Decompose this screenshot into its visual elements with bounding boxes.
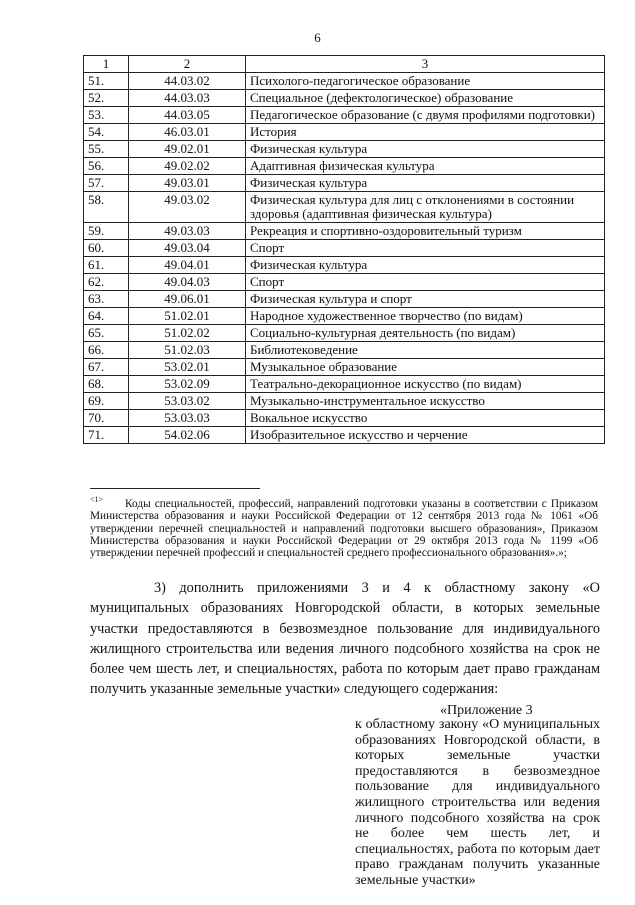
name-cell: Спорт	[246, 240, 605, 257]
code-cell: 46.03.01	[129, 124, 246, 141]
code-cell: 49.04.03	[129, 274, 246, 291]
table-row	[84, 175, 605, 192]
table-row	[84, 158, 605, 175]
row-number-cell: 53.	[84, 107, 129, 124]
table-row	[84, 410, 605, 427]
code-cell: 53.03.03	[129, 410, 246, 427]
row-number-cell: 70.	[84, 410, 129, 427]
name-cell: Народное художественное творчество (по видам)	[246, 308, 605, 325]
footnote	[90, 494, 598, 560]
table-row	[84, 257, 605, 274]
code-cell: 44.03.02	[129, 73, 246, 90]
table-row	[84, 342, 605, 359]
name-cell: Физическая культура для лиц с отклонениями в состоянии здоровья (адаптивная физическая культура)	[246, 192, 605, 223]
name-cell: Театрально-декорационное искусство (по видам)	[246, 376, 605, 393]
row-number-cell: 65.	[84, 325, 129, 342]
name-cell: Музыкальное образование	[246, 359, 605, 376]
footnote-marker: <1>	[90, 495, 104, 504]
table-row	[84, 274, 605, 291]
code-cell: 49.06.01	[129, 291, 246, 308]
row-number-cell: 51.	[84, 73, 129, 90]
code-cell: 49.03.04	[129, 240, 246, 257]
table-row	[84, 393, 605, 410]
table-row	[84, 308, 605, 325]
code-cell: 49.03.02	[129, 192, 246, 223]
row-number-cell: 67.	[84, 359, 129, 376]
row-number-cell: 69.	[84, 393, 129, 410]
name-cell: Музыкально-инструментальное искусство	[246, 393, 605, 410]
table-row	[84, 240, 605, 257]
code-cell: 51.02.03	[129, 342, 246, 359]
row-number-cell: 57.	[84, 175, 129, 192]
code-cell: 53.02.01	[129, 359, 246, 376]
footnote-text: Коды специальностей, профессий, направлений подготовки указаны в соответствии с Приказом Министерства образования и науки Российской Федерации от 12 сентября 2013 года № 1061 «Об утверждении перечней специальностей и направлений подготовки высшего образования», Приказом Министерства образования и науки Российской Федерации от 29 октября 2013 года № 1199 «Об утверждении перечней профессий и специальностей среднего профессионального образования».»;	[90, 497, 598, 560]
name-cell: Физическая культура	[246, 175, 605, 192]
header-cell-1: 1	[84, 56, 129, 73]
code-cell: 51.02.01	[129, 308, 246, 325]
name-cell: Педагогическое образование (с двумя профилями подготовки)	[246, 107, 605, 124]
table-row	[84, 90, 605, 107]
name-cell: Физическая культура и спорт	[246, 291, 605, 308]
code-cell: 54.02.06	[129, 427, 246, 444]
table-row	[84, 73, 605, 90]
row-number-cell: 59.	[84, 223, 129, 240]
code-cell: 49.03.01	[129, 175, 246, 192]
code-cell: 49.02.01	[129, 141, 246, 158]
code-cell: 51.02.02	[129, 325, 246, 342]
table-row	[84, 359, 605, 376]
specialties-table	[83, 55, 605, 444]
appendix-title: «Приложение 3	[440, 703, 533, 718]
name-cell: Психолого-педагогическое образование	[246, 73, 605, 90]
table-row	[84, 107, 605, 124]
code-cell: 44.03.05	[129, 107, 246, 124]
row-number-cell: 52.	[84, 90, 129, 107]
code-cell: 44.03.03	[129, 90, 246, 107]
name-cell: Спорт	[246, 274, 605, 291]
row-number-cell: 62.	[84, 274, 129, 291]
row-number-cell: 58.	[84, 192, 129, 223]
code-cell: 53.02.09	[129, 376, 246, 393]
table-row	[84, 223, 605, 240]
name-cell: Вокальное искусство	[246, 410, 605, 427]
name-cell: Физическая культура	[246, 257, 605, 274]
footnote-divider	[90, 488, 260, 489]
code-cell: 53.03.02	[129, 393, 246, 410]
name-cell: Рекреация и спортивно-оздоровительный туризм	[246, 223, 605, 240]
row-number-cell: 55.	[84, 141, 129, 158]
row-number-cell: 63.	[84, 291, 129, 308]
row-number-cell: 68.	[84, 376, 129, 393]
table-row	[84, 325, 605, 342]
name-cell: История	[246, 124, 605, 141]
table-row	[84, 291, 605, 308]
code-cell: 49.02.02	[129, 158, 246, 175]
row-number-cell: 56.	[84, 158, 129, 175]
row-number-cell: 66.	[84, 342, 129, 359]
row-number-cell: 54.	[84, 124, 129, 141]
header-cell-3: 3	[246, 56, 605, 73]
row-number-cell: 60.	[84, 240, 129, 257]
name-cell: Библиотековедение	[246, 342, 605, 359]
page-number: 6	[314, 30, 321, 45]
table-row	[84, 427, 605, 444]
table-header-row	[84, 56, 605, 73]
table-row	[84, 376, 605, 393]
code-cell: 49.03.03	[129, 223, 246, 240]
amendment-paragraph	[90, 578, 600, 700]
row-number-cell: 61.	[84, 257, 129, 274]
table-row	[84, 124, 605, 141]
name-cell: Физическая культура	[246, 141, 605, 158]
name-cell: Социально-культурная деятельность (по видам)	[246, 325, 605, 342]
appendix-text: к областному закону «О муниципальных образованиях Новгородской области, в которых земельные участки предоставляются в безвозмездное пользование для индивидуального жилищного строительства или ведения личного подсобного хозяйства на срок не более чем шесть лет, и специальностях, работа по которым дает право гражданам получить указанные земельные участки»	[355, 717, 600, 888]
code-cell: 49.04.01	[129, 257, 246, 274]
name-cell: Изобразительное искусство и черчение	[246, 427, 605, 444]
name-cell: Адаптивная физическая культура	[246, 158, 605, 175]
table-row	[84, 141, 605, 158]
row-number-cell: 71.	[84, 427, 129, 444]
row-number-cell: 64.	[84, 308, 129, 325]
table-row	[84, 192, 605, 223]
name-cell: Специальное (дефектологическое) образование	[246, 90, 605, 107]
amendment-text: 3) дополнить приложениями 3 и 4 к областному закону «О муниципальных образованиях Новгородской области, в которых земельные участки предоставляются в безвозмездное пользование для индивидуального жилищного строительства или ведения личного подсобного хозяйства на срок не более чем шесть лет, и специальностях, работа по которым дает право гражданам получить указанные земельные участки» следующего содержания:	[90, 580, 600, 698]
header-cell-2: 2	[129, 56, 246, 73]
